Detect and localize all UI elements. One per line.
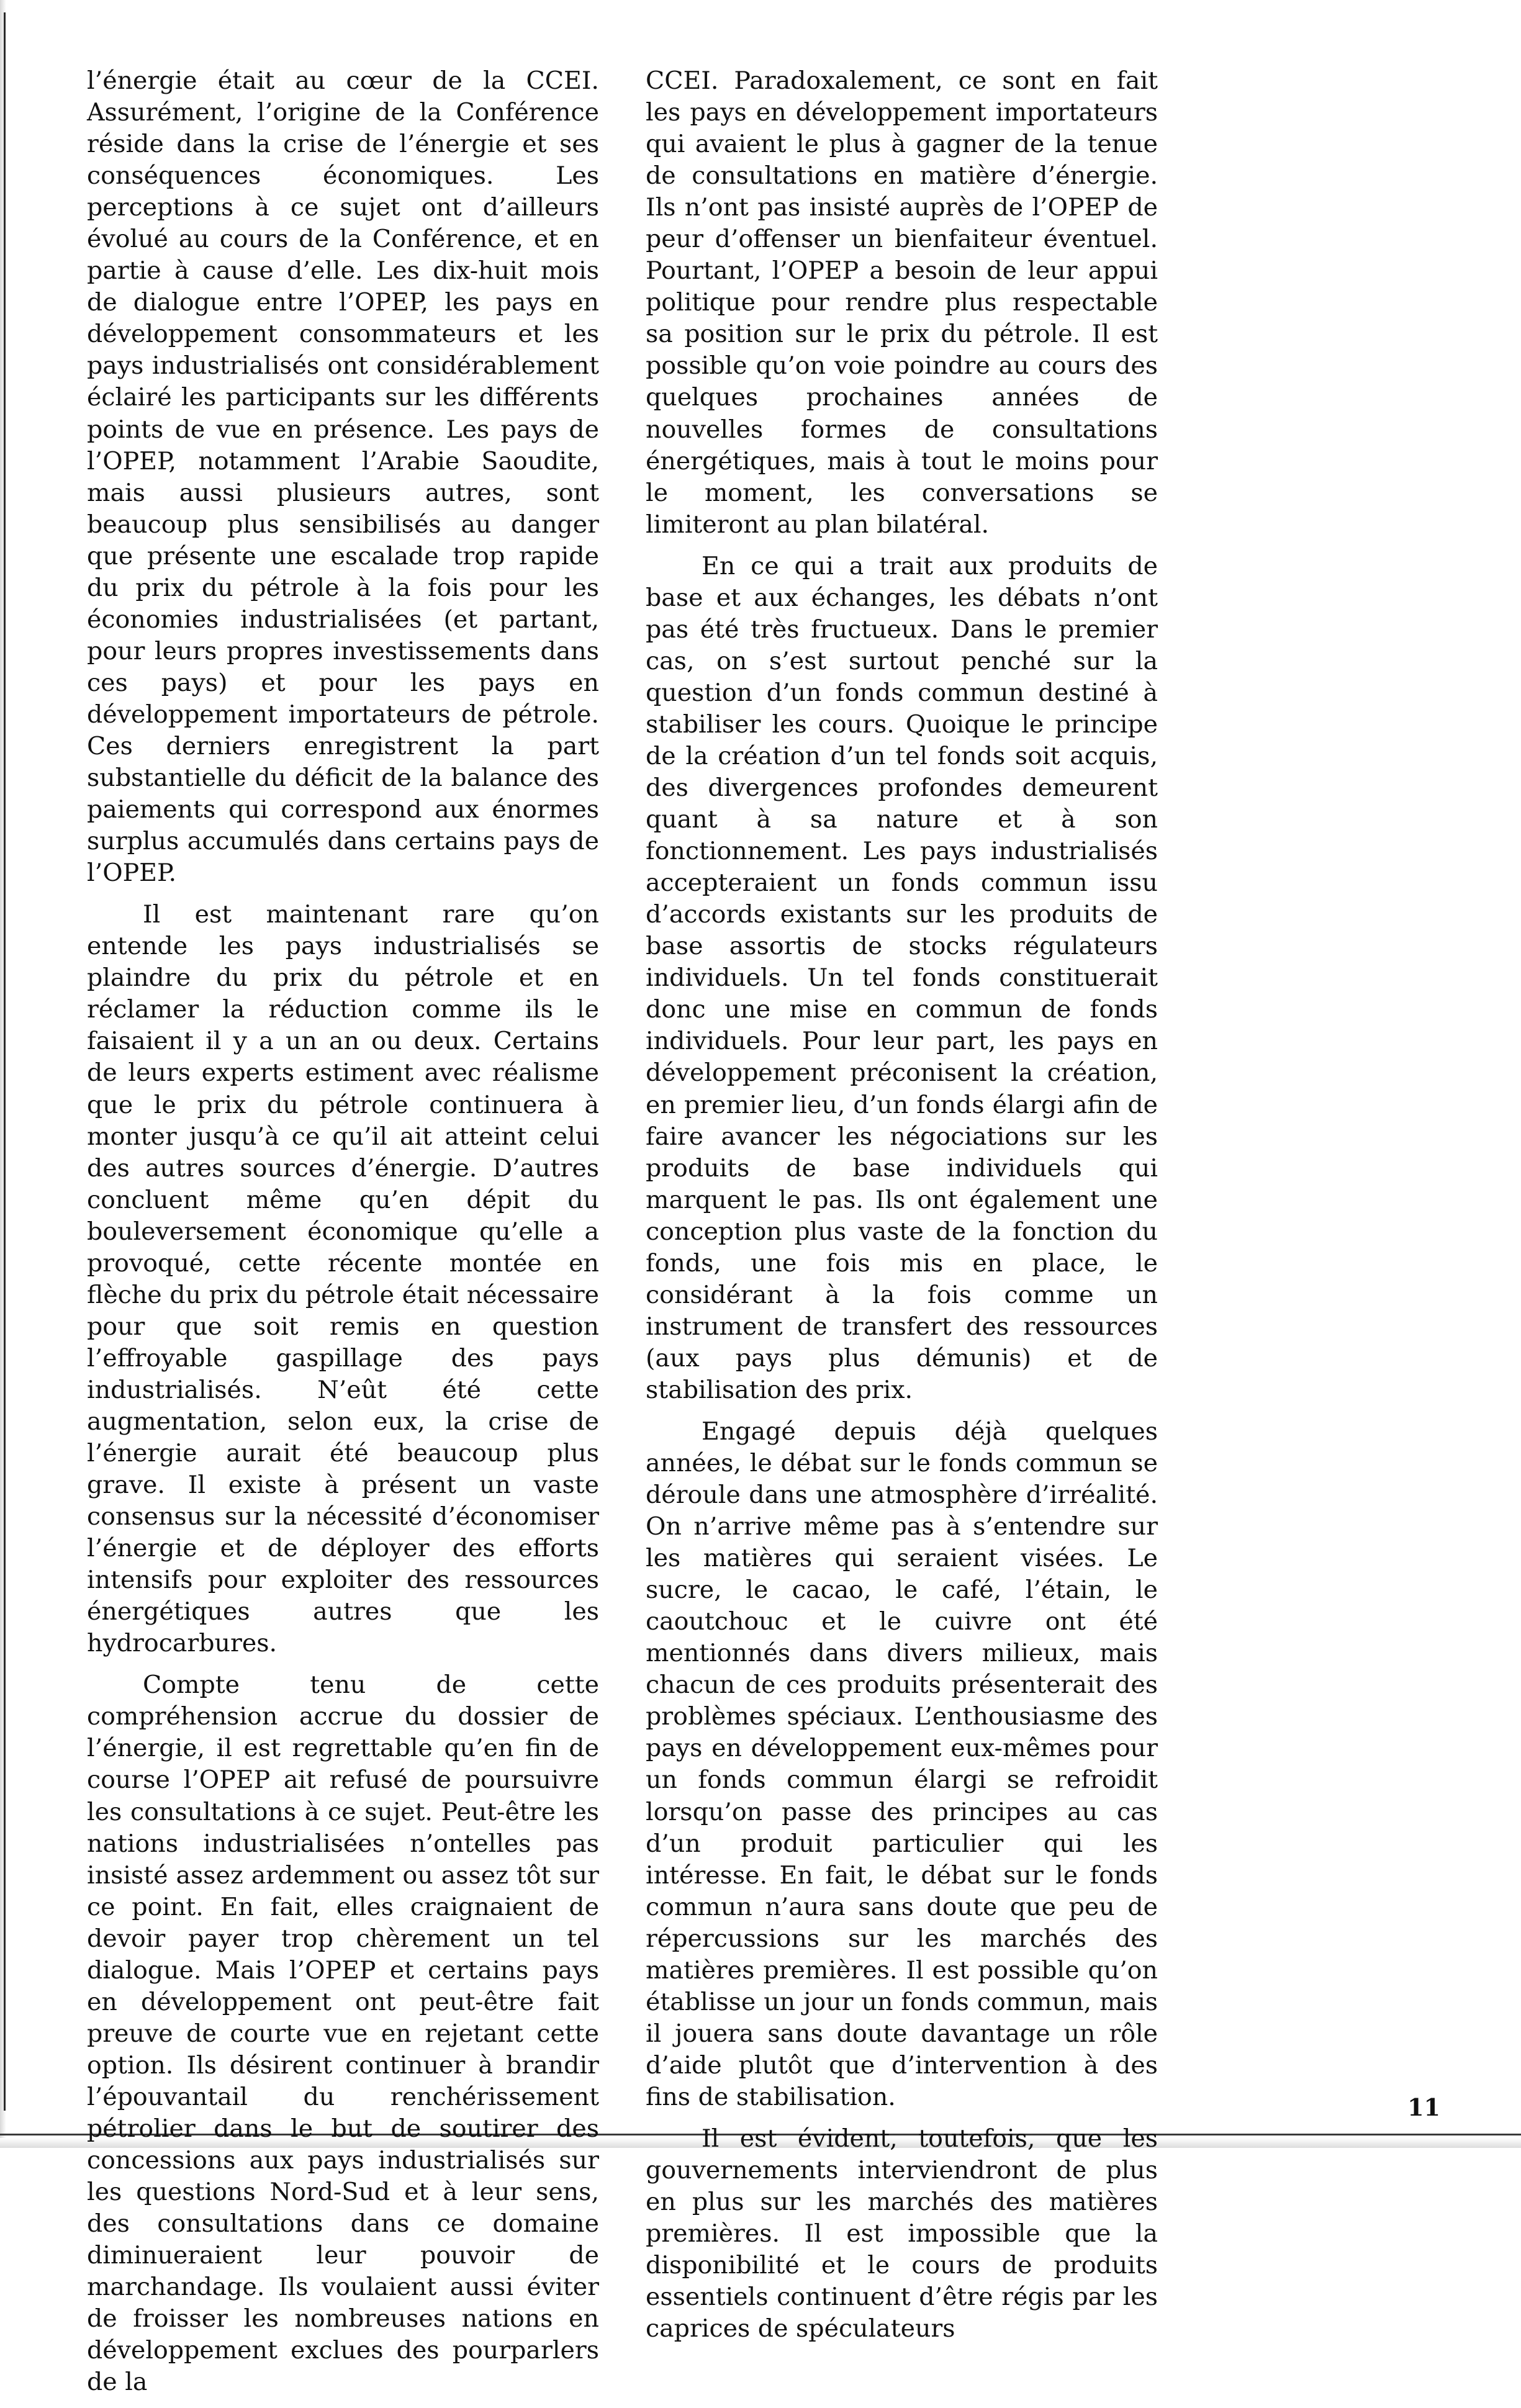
paragraph: En ce qui a trait aux produits de base et aux échanges, les débats n’ont pas été très fructueux. Dans le premier cas, on s’est surtout penché sur la question d’un fonds commun destiné à stabiliser les cours. Quoique le principe de la création d’un tel fonds soit acquis, des divergences profondes demeurent quant à sa nature et à son fonctionnement. Les pays industrialisés accepteraient un fonds commun issu d’accords existants sur les produits de base assortis de stocks régulateurs individuels. Un tel fonds constituerait donc une mise en commun de fonds individuels. Pour leur part, les pays en développement préconisent la création, en premier lieu, d’un fonds élargi afin de faire avancer les négociations sur les produits de base individuels qui marquent le pas. Ils ont également une conception plus vaste de la fonction du fonds, une fois mis en place, le considérant à la fois comme un instrument de transfert des ressources (aux pays plus démunis) et de stabilisation des prix. bbox=[646, 551, 1158, 1404]
text-column-right bbox=[646, 65, 1158, 2355]
text-column-left bbox=[87, 65, 599, 2408]
paragraph: Compte tenu de cette compréhension accrue du dossier de l’énergie, il est regrettable qu’en fin de course l’OPEP ait refusé de poursuivre les consultations à ce sujet. Peut-être les nations industrialisées n’ontelles pas insisté assez ardemment ou assez tôt sur ce point. En fait, elles craignaient de devoir payer trop chèrement un tel dialogue. Mais l’OPEP et certains pays en développement ont peut-être fait preuve de courte vue en rejetant cette option. Ils désirent continuer à brandir l’épouvantail du renchérissement pétrolier dans le but de soutirer des concessions aux pays industrialisés sur les questions Nord-Sud et à leur sens, des consultations dans ce domaine diminueraient leur pouvoir de marchandage. Ils voulaient aussi éviter de froisser les nombreuses nations en développement exclues des pourparlers de la bbox=[87, 1671, 599, 2397]
paragraph: Il est évident, toutefois, que les gouvernements interviendront de plus en plus sur les marchés des matières premières. Il est impossible que la disponibilité et le cours de produits essentiels continuent d’être régis par les caprices de spéculateurs bbox=[646, 2124, 1158, 2343]
paragraph: l’énergie était au cœur de la CCEI. Assurément, l’origine de la Conférence réside dans la crise de l’énergie et ses conséquences économiques. Les perceptions à ce sujet ont d’ailleurs évolué au cours de la Conférence, et en partie à cause d’elle. Les dix-huit mois de dialogue entre l’OPEP, les pays en développement consommateurs et les pays industrialisés ont considérablement éclairé les participants sur les différents points de vue en présence. Les pays de l’OPEP, notamment l’Arabie Saoudite, mais aussi plusieurs autres, sont beaucoup plus sensibilisés au danger que présente une escalade trop rapide du prix du pétrole à la fois pour les économies industrialisées (et partant, pour leurs propres investissements dans ces pays) et pour les pays en développement importateurs de pétrole. Ces derniers enregistrent la part substantielle du déficit de la balance des paiements qui correspond aux énormes surplus accumulés dans certains pays de l’OPEP. bbox=[87, 66, 599, 888]
scan-line-left bbox=[4, 12, 6, 2111]
paragraph: Il est maintenant rare qu’on entende les pays industrialisés se plaindre du prix du pétrole et en réclamer la réduction comme ils le faisaient il y a un an ou deux. Certains de leurs experts estiment avec réalisme que le prix du pétrole continuera à monter jusqu’à ce qu’il ait atteint celui des autres sources d’énergie. D’autres concluent même qu’en dépit du bouleversement économique qu’elle a provoqué, cette récente montée en flèche du prix du pétrole était nécessaire pour que soit remis en question l’effroyable gaspillage des pays industrialisés. N’eût été cette augmentation, selon eux, la crise de l’énergie aurait été beaucoup plus grave. Il existe à présent un vaste consensus sur la nécessité d’économiser l’énergie et de déployer des efforts intensifs pour exploiter des ressources énergétiques autres que les hydrocarbures. bbox=[87, 900, 599, 1658]
paragraph: Engagé depuis déjà quelques années, le débat sur le fonds commun se déroule dans une atmosphère d’irréalité. On n’arrive même pas à s’entendre sur les matières qui seraient visées. Le sucre, le cacao, le café, l’étain, le caoutchouc et le cuivre ont été mentionnés dans divers milieux, mais chacun de ces produits présenterait des problèmes spéciaux. L’enthousiasme des pays en développement eux-mêmes pour un fonds commun élargi se refroidit lorsqu’on passe des principes au cas d’un produit particulier qui les intéresse. En fait, le débat sur le fonds commun n’aura sans doute que peu de répercussions sur les marchés des matières premières. Il est possible qu’on établisse un jour un fonds commun, mais il jouera sans doute davantage un rôle d’aide plutôt que d’intervention à des fins de stabilisation. bbox=[646, 1417, 1158, 2111]
paragraph: CCEI. Paradoxalement, ce sont en fait les pays en développement importateurs qui avaient le plus à gagner de la tenue de consultations en matière d’énergie. Ils n’ont pas insisté auprès de l’OPEP de peur d’offenser un bienfaiteur éventuel. Pourtant, l’OPEP a besoin de leur appui politique pour rendre plus respectable sa position sur le prix du pétrole. Il est possible qu’on voie poindre au cours des quelques prochaines années de nouvelles formes de consultations énergétiques, mais à tout le moins pour le moment, les conversations se limiteront au plan bilatéral. bbox=[646, 66, 1158, 539]
page-number: 11 bbox=[1407, 2093, 1440, 2121]
